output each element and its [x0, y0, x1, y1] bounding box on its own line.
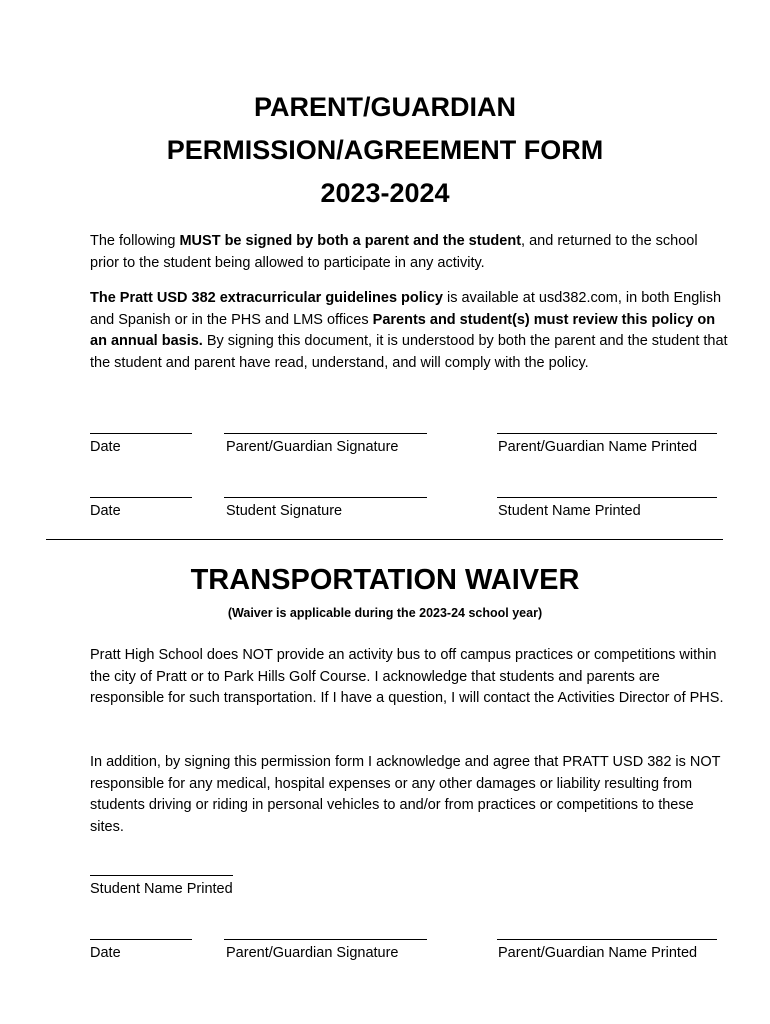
- waiver-parent-signature-label: Parent/Guardian Signature: [226, 945, 399, 961]
- section-divider: [46, 539, 723, 540]
- intro-p2-text-d: By signing this document, it is understood by both the parent and the student that the student and parent have read, understand, and will comply with the policy.: [90, 333, 728, 371]
- waiver-student-name-line[interactable]: [90, 875, 233, 876]
- parent-signature-line-1[interactable]: [224, 433, 427, 434]
- intro-p2-text-b: is available at usd382.com, in both English and Spanish or in the PHS and LMS offices: [90, 290, 722, 328]
- date-label-1: Date: [90, 439, 121, 455]
- parent-name-line-1[interactable]: [497, 433, 717, 434]
- intro-p2-policy-name: The Pratt USD 382 extracurricular guidelines policy: [90, 290, 443, 306]
- waiver-paragraph-1: Pratt High School does NOT provide an activity bus to off campus practices or competitions within the city of Pratt or to Park Hills Golf Course. I acknowledge that students and parents are responsible for such transportation. If I have a question, I will contact the Activities Director of PHS.: [90, 647, 724, 706]
- parent-signature-label-1: Parent/Guardian Signature: [226, 439, 399, 455]
- waiver-title: TRANSPORTATION WAIVER: [190, 564, 580, 596]
- student-signature-line[interactable]: [224, 497, 427, 498]
- date-line-1[interactable]: [90, 433, 192, 434]
- intro-paragraph-1: [90, 231, 730, 274]
- intro-p1-text-a: The following: [90, 233, 180, 249]
- intro-p2-review-note: Parents and student(s) must review this policy on an annual basis.: [90, 311, 716, 349]
- form-title-line2: PERMISSION/AGREEMENT FORM: [166, 135, 604, 165]
- waiver-parent-name-line[interactable]: [497, 939, 717, 940]
- waiver-date-label: Date: [90, 945, 121, 961]
- intro-paragraph-2: [90, 288, 730, 374]
- date-label-2: Date: [90, 503, 121, 519]
- waiver-subtitle: (Waiver is applicable during the 2023-24 school year): [227, 606, 543, 620]
- intro-p1-emphasis: MUST be signed by both a parent and the student: [179, 233, 522, 249]
- waiver-date-line[interactable]: [90, 939, 192, 940]
- form-title-line1: PARENT/GUARDIAN: [254, 92, 516, 122]
- parent-name-label-1: Parent/Guardian Name Printed: [498, 439, 698, 455]
- waiver-student-name-label: Student Name Printed: [90, 881, 233, 897]
- student-signature-label: Student Signature: [226, 503, 343, 519]
- intro-p1-text-c: , and returned to the school prior to the student being allowed to participate in any activity.: [90, 233, 698, 271]
- date-line-2[interactable]: [90, 497, 192, 498]
- waiver-parent-signature-line[interactable]: [224, 939, 427, 940]
- student-name-label: Student Name Printed: [498, 503, 641, 519]
- student-name-line[interactable]: [497, 497, 717, 498]
- waiver-paragraph-2: In addition, by signing this permission form I acknowledge and agree that PRATT USD 382 is NOT responsible for any medical, hospital expenses or any other damages or liability resulting from students driving or riding in personal vehicles to and/or from practices or competitions to these sites.: [90, 754, 721, 835]
- waiver-parent-name-label: Parent/Guardian Name Printed: [498, 945, 698, 961]
- form-title-year: 2023-2024: [320, 178, 450, 208]
